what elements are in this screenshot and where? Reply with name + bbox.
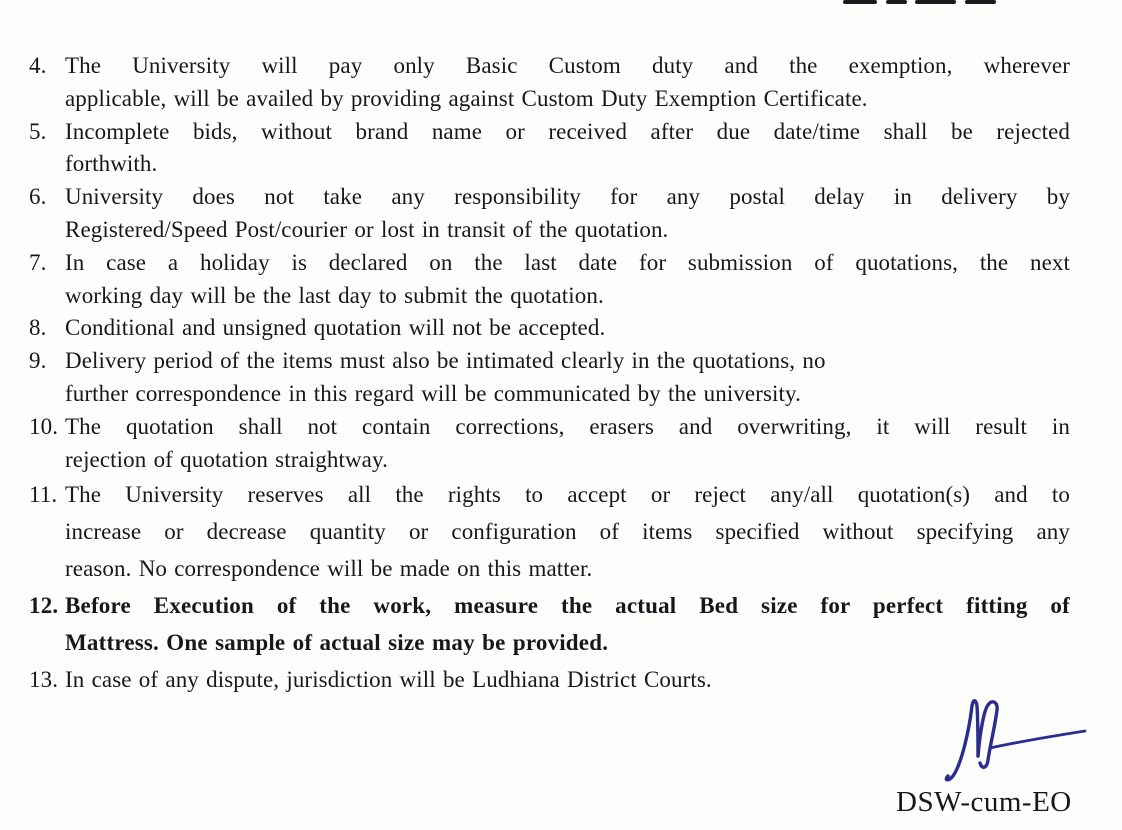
term-item-12 (29, 587, 1122, 661)
term-line: working day will be the last day to submit the quotation. (65, 282, 604, 308)
item-number: 7. (29, 249, 47, 275)
signatory-designation: DSW-cum-EO (896, 786, 1072, 818)
item-text (65, 247, 1070, 313)
term-item-10 (29, 411, 1122, 477)
item-text (65, 411, 1070, 477)
item-number: 11. (29, 482, 58, 508)
item-number: 4. (29, 53, 47, 78)
term-item-7 (29, 247, 1122, 313)
term-item-9 (29, 345, 1122, 411)
item-text (65, 116, 1070, 182)
item-text (65, 345, 1070, 411)
item-number: 8. (29, 315, 47, 341)
item-number: 13. (29, 667, 59, 693)
term-item-5 (29, 116, 1122, 182)
term-line: The quotation shall not contain corrections, erasers and overwriting, it will result in (65, 413, 1070, 439)
term-line: University does not take any responsibility for any postal delay in delivery by (65, 184, 1070, 210)
item-number: 12. (29, 593, 59, 619)
term-line: Conditional and unsigned quotation will not be accepted. (65, 315, 606, 341)
term-item-6 (29, 181, 1122, 247)
item-text (65, 50, 1070, 116)
item-text (65, 181, 1070, 247)
term-item-8 (29, 312, 1122, 345)
term-line: Before Execution of the work, measure the actual Bed size for perfect fitting of (65, 593, 1070, 619)
term-line: Mattress. One sample of actual size may be provided. (65, 630, 609, 656)
term-line: applicable, will be availed by providing against Custom Duty Exemption Certificate. (65, 85, 868, 111)
item-text (65, 476, 1070, 587)
item-number: 6. (29, 184, 47, 210)
term-line: forthwith. (65, 151, 158, 177)
term-line: The University will pay only Basic Custom duty and the exemption, wherever (65, 53, 1070, 78)
term-line: Incomplete bids, without brand name or received after due date/time shall be rejected (65, 118, 1070, 144)
term-line: Registered/Speed Post/courier or lost in transit of the quotation. (65, 216, 669, 242)
scan-artifact-dash (886, 0, 907, 4)
item-number: 10. (29, 413, 59, 439)
term-line: increase or decrease quantity or configuration of items specified without specifying any (65, 519, 1070, 545)
term-item-4 (29, 50, 1122, 116)
scan-artifact-dash (843, 0, 877, 4)
item-text (65, 312, 1070, 345)
term-line: rejection of quotation straightway. (65, 446, 388, 472)
term-item-11 (29, 476, 1122, 587)
term-line: further correspondence in this regard will be communicated by the university. (65, 380, 801, 406)
scan-artifact-dash (915, 0, 956, 4)
term-line: reason. No correspondence will be made on this matter. (65, 556, 593, 582)
signature-block (896, 692, 1092, 819)
item-number: 9. (29, 348, 47, 374)
signature-ink (938, 692, 1090, 784)
item-number: 5. (29, 118, 47, 144)
item-text (65, 587, 1070, 661)
scan-artifact-dash (965, 0, 996, 4)
term-line: Delivery period of the items must also be intimated clearly in the quotations, no (65, 348, 826, 374)
term-line: In case a holiday is declared on the last date for submission of quotations, the next (65, 249, 1070, 275)
term-line: The University reserves all the rights to accept or reject any/all quotation(s) and to (65, 482, 1070, 508)
term-line: In case of any dispute, jurisdiction will be Ludhiana District Courts. (65, 667, 712, 693)
